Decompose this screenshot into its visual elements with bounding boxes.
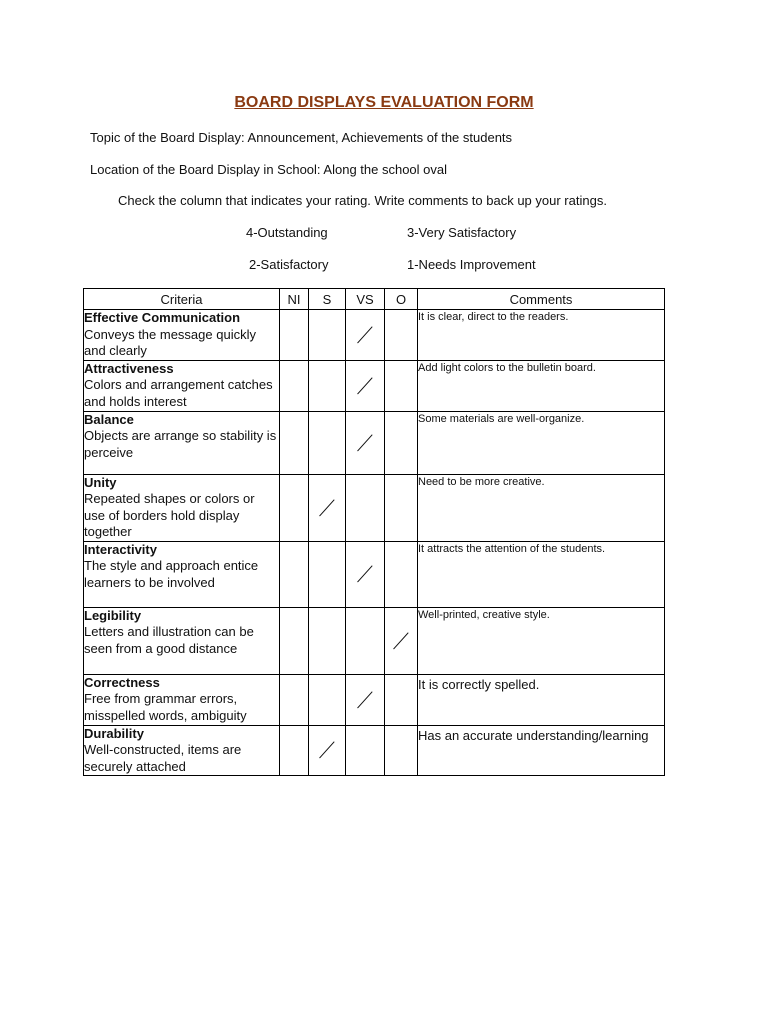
header-ni: NI [280, 289, 309, 310]
criteria-name: Attractiveness [84, 360, 174, 376]
criteria-cell [84, 725, 280, 776]
comment-cell: It is correctly spelled. [418, 674, 665, 725]
rating-cell-o [385, 411, 418, 474]
criteria-cell [84, 541, 280, 607]
table-row [84, 725, 665, 776]
rating-cell-vs [346, 411, 385, 474]
form-title: BOARD DISPLAYS EVALUATION FORM [234, 94, 534, 111]
table-row [84, 411, 665, 474]
criteria-cell [84, 607, 280, 674]
rating-cell-ni [280, 310, 309, 361]
comment-cell: Add light colors to the bulletin board. [418, 360, 665, 411]
rating-cell-s [309, 674, 346, 725]
header-o: O [385, 289, 418, 310]
header-s: S [309, 289, 346, 310]
rating-cell-s [309, 541, 346, 607]
instruction-line: Check the column that indicates your rating. Write comments to back up your ratings. [118, 193, 607, 208]
rating-cell-vs [346, 474, 385, 541]
rating-cell-vs [346, 310, 385, 361]
check-mark-icon [357, 377, 373, 394]
check-mark-icon [357, 691, 373, 708]
table-row [84, 310, 665, 361]
criteria-description: Objects are arrange so stability is perceive [84, 428, 277, 460]
criteria-description: Conveys the message quickly and clearly [84, 326, 256, 358]
criteria-name: Correctness [84, 674, 160, 690]
check-mark-icon [393, 632, 409, 649]
criteria-name: Durability [84, 725, 144, 741]
rating-cell-vs [346, 607, 385, 674]
table-row [84, 674, 665, 725]
header-vs: VS [346, 289, 385, 310]
rating-cell-o [385, 310, 418, 361]
criteria-name: Legibility [84, 607, 142, 623]
scale-outstanding: 4-Outstanding [246, 225, 328, 240]
rating-cell-s [309, 474, 346, 541]
comment-cell: Well-printed, creative style. [418, 607, 665, 674]
comment-cell: Has an accurate understanding/learning [418, 725, 665, 776]
rating-cell-vs [346, 725, 385, 776]
criteria-description: Colors and arrangement catches and holds interest [84, 377, 273, 409]
rating-cell-ni [280, 411, 309, 474]
rating-cell-o [385, 474, 418, 541]
rating-cell-ni [280, 725, 309, 776]
criteria-description: Letters and illustration can be seen from a good distance [84, 624, 254, 656]
rating-cell-o [385, 360, 418, 411]
criteria-cell [84, 360, 280, 411]
criteria-name: Unity [84, 474, 117, 490]
table-row [84, 474, 665, 541]
rating-cell-o [385, 541, 418, 607]
criteria-name: Interactivity [84, 541, 157, 557]
criteria-cell [84, 474, 280, 541]
rating-cell-vs [346, 360, 385, 411]
criteria-name: Effective Communication [84, 310, 241, 325]
criteria-name: Balance [84, 411, 134, 427]
criteria-description: Repeated shapes or colors or use of borders hold display together [84, 491, 255, 539]
check-mark-icon [319, 742, 335, 759]
rating-cell-ni [280, 360, 309, 411]
check-mark-icon [357, 434, 373, 451]
criteria-cell [84, 411, 280, 474]
criteria-cell [84, 674, 280, 725]
scale-needs-improvement: 1-Needs Improvement [407, 257, 536, 272]
comment-cell: It is clear, direct to the readers. [418, 310, 665, 361]
check-mark-icon [357, 326, 373, 343]
rating-cell-s [309, 411, 346, 474]
rating-cell-s [309, 725, 346, 776]
check-mark-icon [319, 499, 335, 516]
rating-cell-o [385, 607, 418, 674]
criteria-cell [84, 310, 280, 361]
table-row [84, 541, 665, 607]
rating-cell-s [309, 360, 346, 411]
rating-cell-ni [280, 474, 309, 541]
header-criteria: Criteria [84, 289, 280, 310]
comment-cell: It attracts the attention of the students. [418, 541, 665, 607]
rating-cell-s [309, 310, 346, 361]
header-comments: Comments [418, 289, 665, 310]
criteria-description: Free from grammar errors, misspelled words, ambiguity [84, 691, 247, 723]
rating-cell-o [385, 725, 418, 776]
rating-cell-s [309, 607, 346, 674]
location-line: Location of the Board Display in School: Along the school oval [90, 162, 448, 177]
criteria-description: Well-constructed, items are securely attached [84, 742, 242, 774]
table-header-row [84, 289, 665, 310]
rating-cell-o [385, 674, 418, 725]
scale-very-satisfactory: 3-Very Satisfactory [407, 225, 517, 240]
topic-line: Topic of the Board Display: Announcement, Achievements of the students [90, 130, 513, 145]
rating-cell-vs [346, 674, 385, 725]
criteria-description: The style and approach entice learners to be involved [84, 558, 259, 590]
rating-cell-ni [280, 674, 309, 725]
evaluation-table [83, 288, 665, 776]
comment-cell: Some materials are well-organize. [418, 411, 665, 474]
rating-cell-ni [280, 541, 309, 607]
scale-satisfactory: 2-Satisfactory [249, 257, 329, 272]
comment-cell: Need to be more creative. [418, 474, 665, 541]
check-mark-icon [357, 565, 373, 582]
rating-cell-ni [280, 607, 309, 674]
rating-cell-vs [346, 541, 385, 607]
table-row [84, 607, 665, 674]
table-row [84, 360, 665, 411]
